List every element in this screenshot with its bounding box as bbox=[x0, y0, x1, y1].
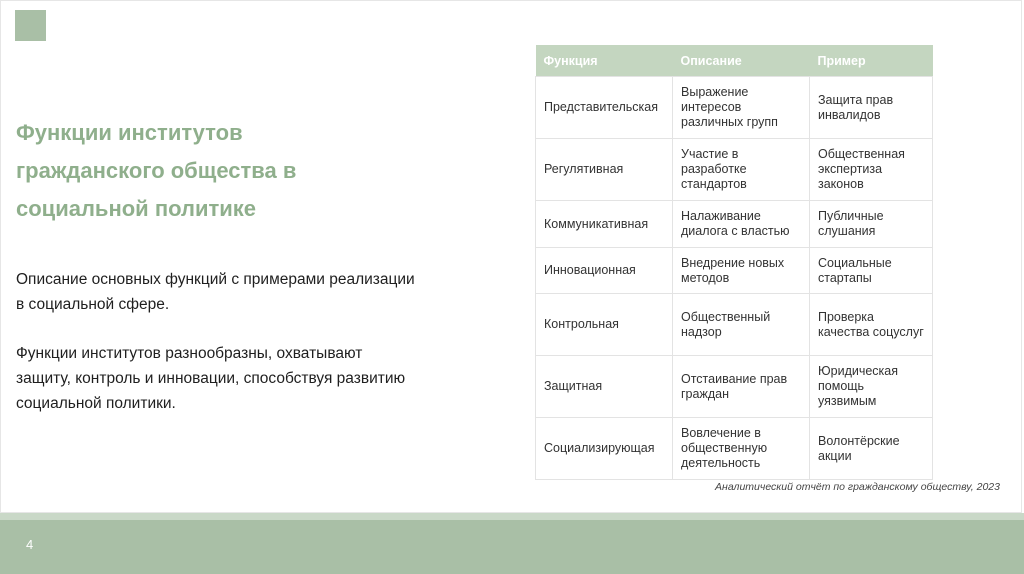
footer-band bbox=[0, 520, 1024, 574]
table-row bbox=[536, 201, 933, 248]
cell-description: Налаживание диалога с властью bbox=[673, 201, 810, 248]
cell-description: Внедрение новых методов bbox=[673, 248, 810, 294]
footer-divider bbox=[0, 513, 1024, 520]
header-description: Описание bbox=[673, 45, 810, 77]
header-example: Пример bbox=[810, 45, 933, 77]
table-row bbox=[536, 356, 933, 418]
slide-summary: Функции институтов разнообразны, охватывают защиту, контроль и инновации, способствуя развитию социальной политики. bbox=[16, 345, 406, 412]
cell-description: Вовлечение в общественную деятельность bbox=[673, 418, 810, 480]
table-row bbox=[536, 248, 933, 294]
cell-description: Выражение интересов различных групп bbox=[673, 77, 810, 139]
cell-function: Контрольная bbox=[536, 294, 673, 356]
table-row bbox=[536, 139, 933, 201]
source-caption: Аналитический отчёт по гражданскому обществу, 2023 bbox=[715, 481, 1000, 493]
cell-example: Юридическая помощь уязвимым bbox=[810, 356, 933, 418]
table-row bbox=[536, 77, 933, 139]
table-row bbox=[536, 418, 933, 480]
cell-function: Коммуникативная bbox=[536, 201, 673, 248]
cell-example: Волонтёрские акции bbox=[810, 418, 933, 480]
page-number: 4 bbox=[26, 537, 34, 552]
cell-function: Регулятивная bbox=[536, 139, 673, 201]
cell-description: Отстаивание прав граждан bbox=[673, 356, 810, 418]
cell-example: Защита прав инвалидов bbox=[810, 77, 933, 139]
table-row bbox=[536, 294, 933, 356]
cell-function: Защитная bbox=[536, 356, 673, 418]
slide-title: Функции институтов гражданского общества в социальной политике bbox=[16, 120, 297, 221]
cell-function: Представительская bbox=[536, 77, 673, 139]
cell-description: Общественный надзор bbox=[673, 294, 810, 356]
cell-example: Общественная экспертиза законов bbox=[810, 139, 933, 201]
functions-table bbox=[535, 45, 933, 480]
table-header-row bbox=[536, 45, 933, 77]
cell-function: Социализирующая bbox=[536, 418, 673, 480]
slide-description: Описание основных функций с примерами реализации в социальной сфере. bbox=[16, 271, 415, 313]
cell-example: Публичные слушания bbox=[810, 201, 933, 248]
cell-description: Участие в разработке стандартов bbox=[673, 139, 810, 201]
cell-function: Инновационная bbox=[536, 248, 673, 294]
cell-example: Социальные стартапы bbox=[810, 248, 933, 294]
cell-example: Проверка качества соцуслуг bbox=[810, 294, 933, 356]
header-function: Функция bbox=[536, 45, 673, 77]
accent-square bbox=[15, 10, 46, 41]
